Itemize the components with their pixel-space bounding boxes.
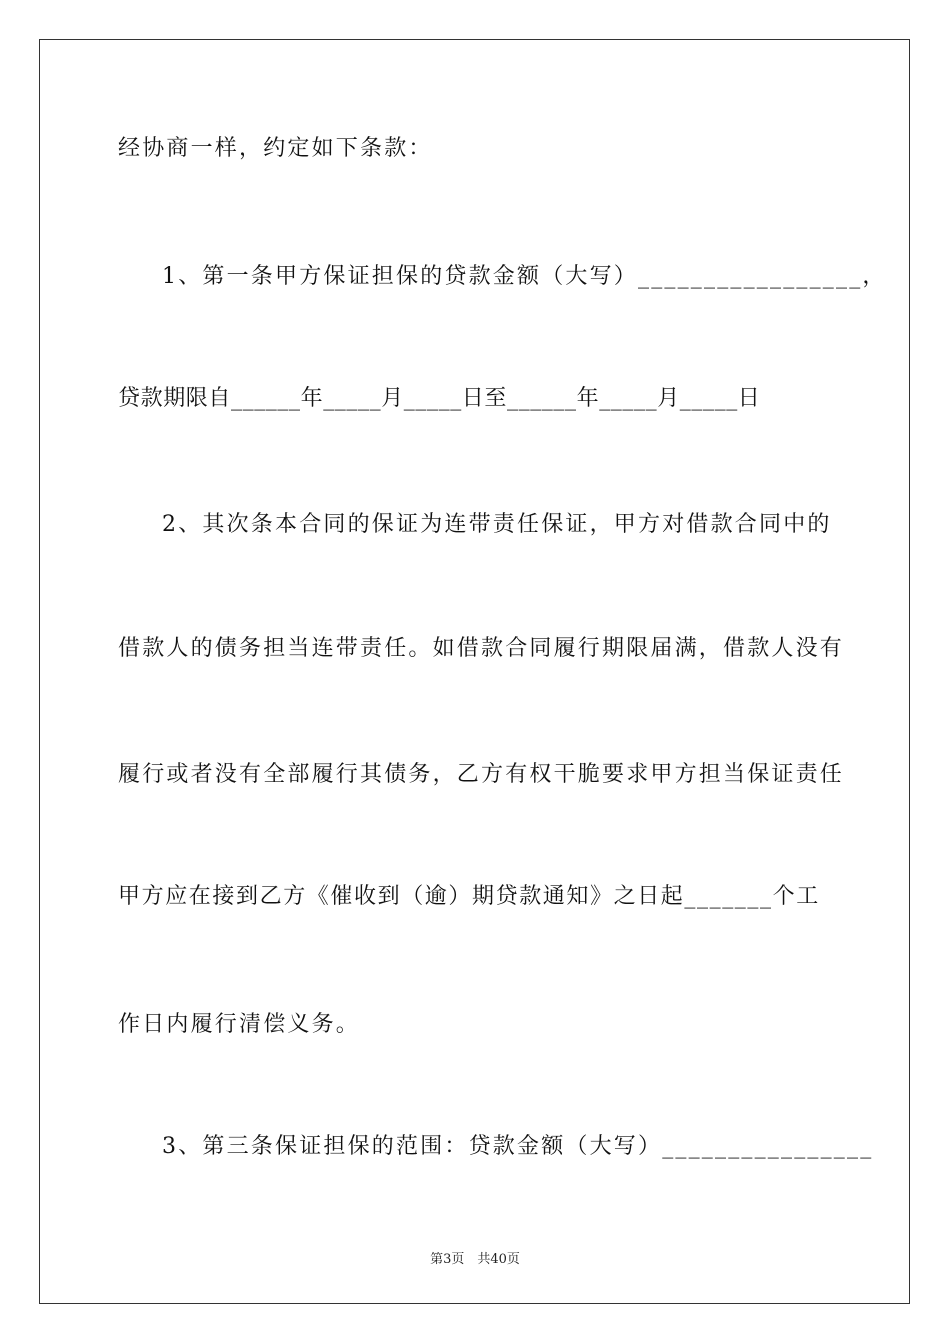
- page-number-footer: 第3页 共40页: [430, 1252, 520, 1267]
- clause-2-continuation-1: 借款人的债务担当连带责任。如借款合同履行期限届满，借款人没有: [118, 636, 845, 661]
- clause-2-continuation-4: 作日内履行清偿义务。: [118, 1012, 361, 1037]
- clause-2-line: 2、其次条本合同的保证为连带责任保证，甲方对借款合同中的: [162, 512, 832, 537]
- loan-term-line: 贷款期限自______年_____月_____日至______年_____月_____日: [118, 386, 761, 411]
- clause-1-line: 1、第一条甲方保证担保的贷款金额（大写）_________________，: [162, 264, 887, 289]
- clause-3-line: 3、第三条保证担保的范围：贷款金额（大写）________________: [162, 1134, 874, 1159]
- page-border: [39, 39, 910, 1304]
- body-line-agreement-intro: 经协商一样，约定如下条款：: [118, 136, 433, 161]
- clause-2-continuation-2: 履行或者没有全部履行其债务，乙方有权干脆要求甲方担当保证责任: [118, 762, 845, 787]
- clause-2-continuation-3: 甲方应在接到乙方《催收到（逾）期贷款通知》之日起_______个工: [118, 884, 820, 909]
